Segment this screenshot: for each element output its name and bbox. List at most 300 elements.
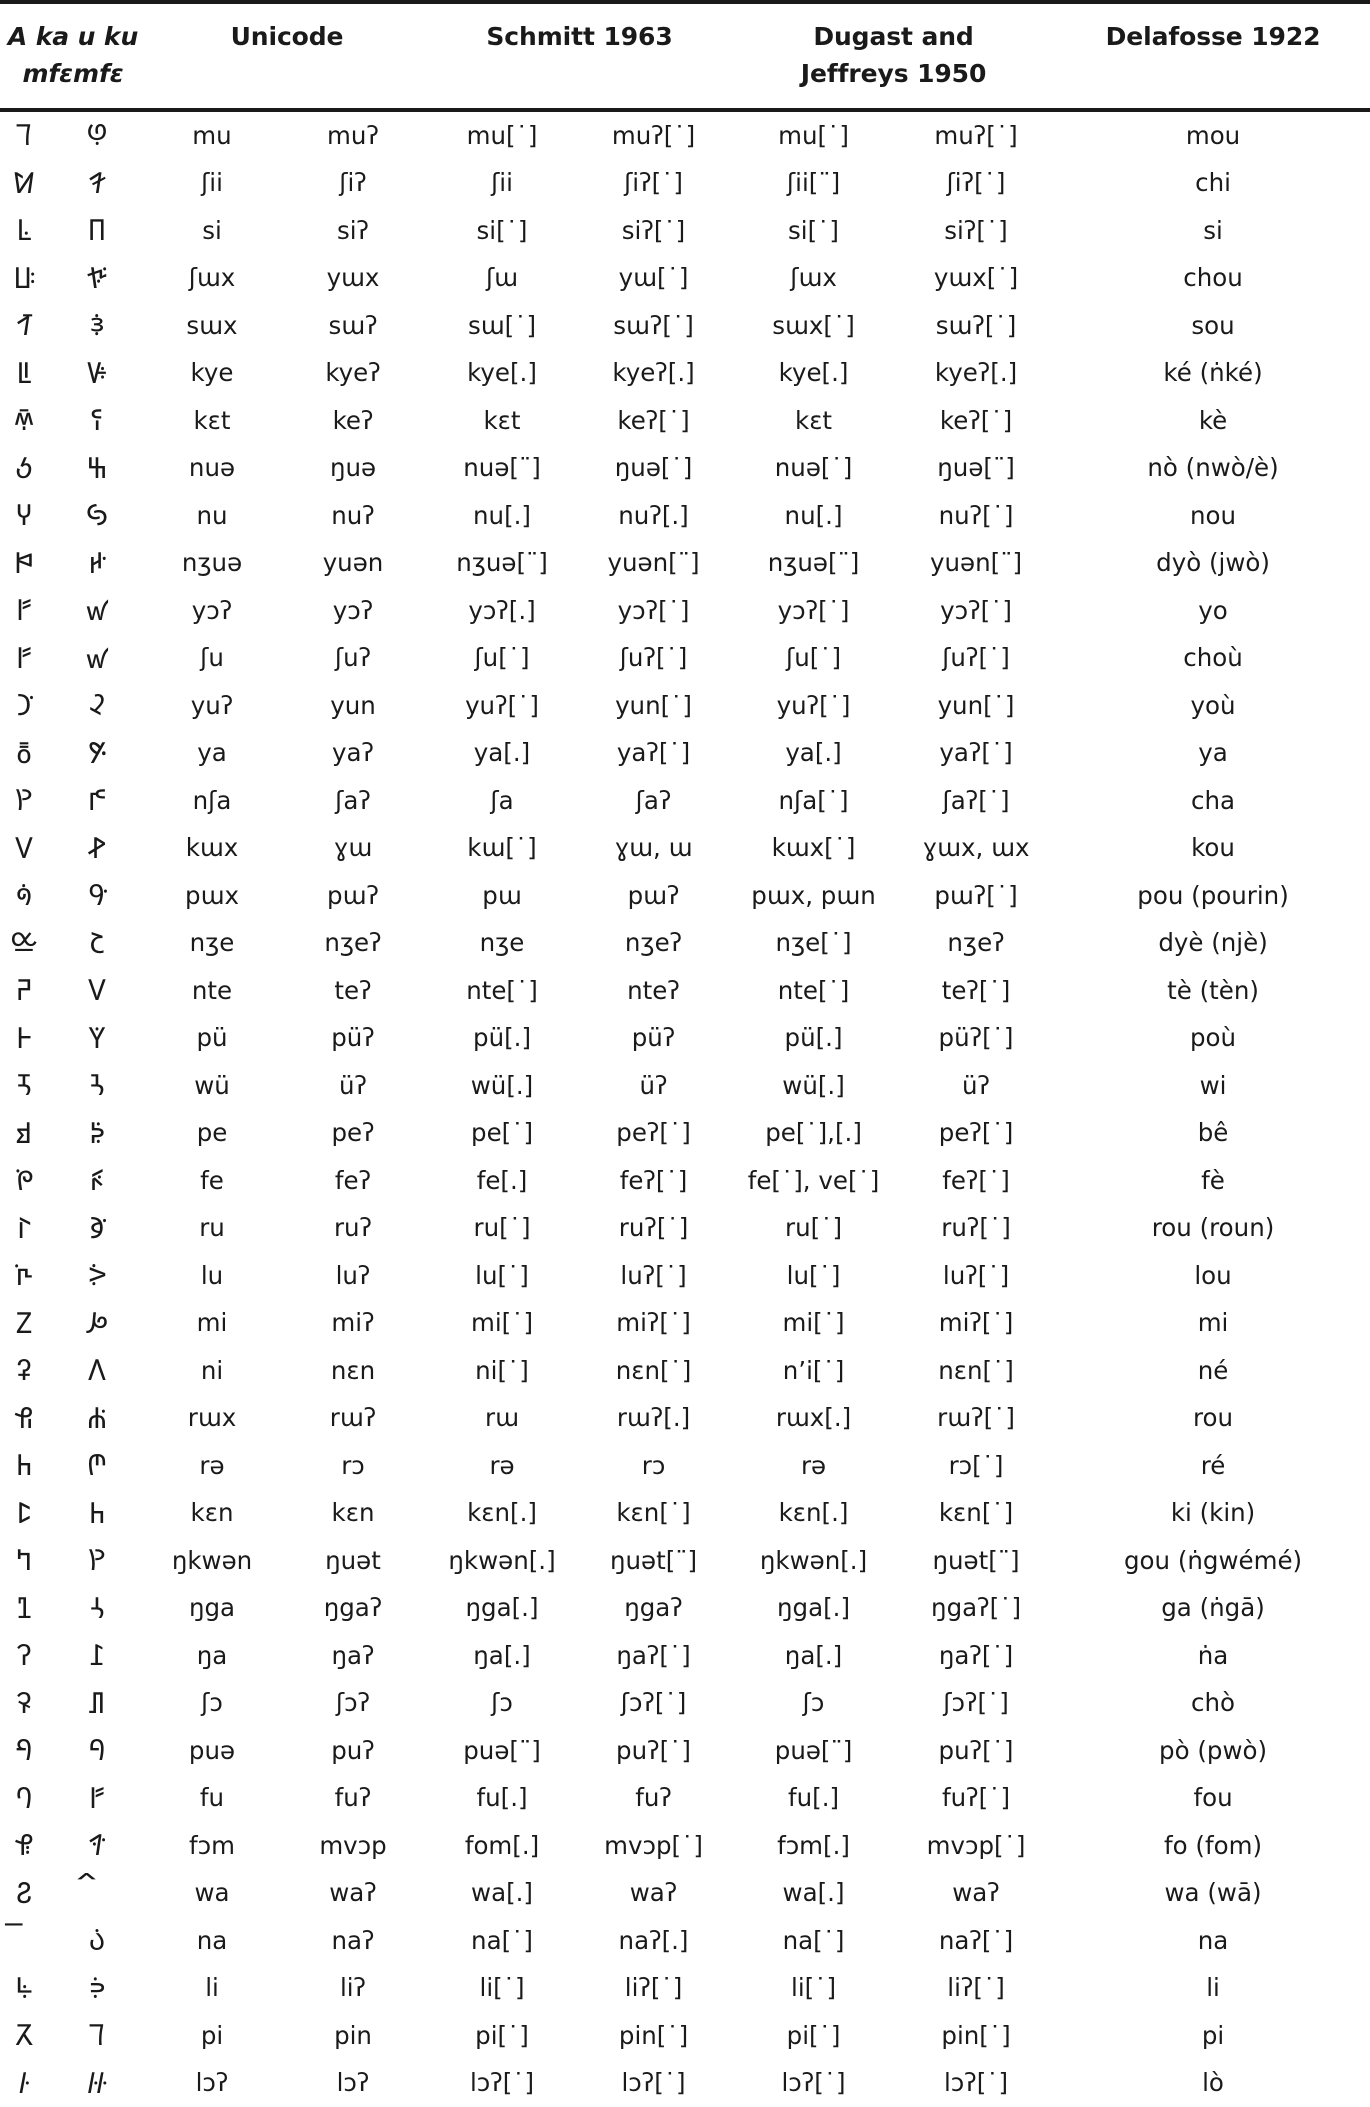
dugast-reading-2: ɣɯx, ɯx: [896, 825, 1056, 873]
schmitt-reading-2: puʔ[˙]: [576, 1727, 731, 1775]
dugast-reading-1: mi[˙]: [731, 1300, 896, 1348]
table-row: [0, 445, 1370, 493]
unicode-reading-2: naʔ: [278, 1917, 428, 1965]
schmitt-reading-1: rə: [428, 1442, 576, 1490]
dugast-reading-2: ŋgaʔ[˙]: [896, 1585, 1056, 1633]
unicode-reading-1: ŋkwən: [146, 1537, 278, 1585]
table-row: [0, 1395, 1370, 1443]
dugast-reading-1: ru[˙]: [731, 1205, 896, 1253]
dugast-reading-1: pe[˙],[.]: [731, 1110, 896, 1158]
table-row: [0, 1632, 1370, 1680]
unicode-reading-2: püʔ: [278, 1015, 428, 1063]
unicode-reading-2: miʔ: [278, 1300, 428, 1348]
bamum-glyph-plain: ꚢ: [0, 730, 48, 778]
dugast-reading-1: lɔʔ[˙]: [731, 2060, 896, 2107]
table-row: [0, 1252, 1370, 1300]
dugast-reading-2: ŋuət[¨]: [896, 1537, 1056, 1585]
delafosse-reading: li: [1056, 1965, 1370, 2013]
schmitt-reading-1: puə[¨]: [428, 1727, 576, 1775]
bamum-glyph-circumflex: ꛃ: [48, 635, 146, 683]
akauku-line2: mfɛmfɛ: [2, 55, 144, 92]
schmitt-reading-1: nuə[¨]: [428, 445, 576, 493]
dugast-reading-1: nʃa[˙]: [731, 777, 896, 825]
dugast-reading-2: naʔ[˙]: [896, 1917, 1056, 1965]
dugast-reading-1: fɔm[.]: [731, 1822, 896, 1870]
schmitt-reading-2: luʔ[˙]: [576, 1252, 731, 1300]
delafosse-reading: ré: [1056, 1442, 1370, 1490]
dugast-reading-1: pü[.]: [731, 1015, 896, 1063]
bamum-glyph-plain: ꛦ: [0, 1062, 48, 1110]
unicode-reading-1: ni: [146, 1347, 278, 1395]
schmitt-reading-1: li[˙]: [428, 1965, 576, 2013]
bamum-glyph-plain: ꛨ: [0, 1585, 48, 1633]
unicode-reading-2: nuʔ: [278, 492, 428, 540]
dugast-reading-2: yɯx[˙]: [896, 255, 1056, 303]
dugast-reading-2: yaʔ[˙]: [896, 730, 1056, 778]
table-row: [0, 302, 1370, 350]
dugast-reading-1: kɛn[.]: [731, 1490, 896, 1538]
unicode-reading-2: waʔ: [278, 1870, 428, 1918]
table-row: [0, 397, 1370, 445]
unicode-reading-1: yɔʔ: [146, 587, 278, 635]
delafosse-reading: ṅa: [1056, 1632, 1370, 1680]
bamum-glyph-circumflex: ꚾ: [48, 445, 146, 493]
bamum-glyph-circumflex: ꛲: [48, 1917, 146, 1965]
unicode-reading-2: lɔʔ: [278, 2060, 428, 2107]
unicode-reading-1: na: [146, 1917, 278, 1965]
dugast-reading-2: üʔ: [896, 1062, 1056, 1110]
dugast-reading-1: yɔʔ[˙]: [731, 587, 896, 635]
schmitt-reading-1: fom[.]: [428, 1822, 576, 1870]
bamum-glyph-plain: ꚪ: [0, 1822, 48, 1870]
schmitt-reading-1: kɛn[.]: [428, 1490, 576, 1538]
schmitt-reading-1: pi[˙]: [428, 2012, 576, 2060]
table-row: [0, 1680, 1370, 1728]
bamum-glyph-plain: ꚶ: [0, 255, 48, 303]
dugast-reading-1: pɯx, pɯn: [731, 872, 896, 920]
bamum-glyph-circumflex: ꛩ: [48, 1585, 146, 1633]
dugast-reading-1: ŋga[.]: [731, 1585, 896, 1633]
dugast-reading-2: luʔ[˙]: [896, 1252, 1056, 1300]
schmitt-reading-1: fu[.]: [428, 1775, 576, 1823]
unicode-reading-1: kɯx: [146, 825, 278, 873]
bamum-glyph-plain: ꛄ: [0, 540, 48, 588]
dugast-reading-1: lu[˙]: [731, 1252, 896, 1300]
column-header-unicode: Unicode: [146, 2, 428, 110]
dugast-reading-1: n’i[˙]: [731, 1347, 896, 1395]
delafosse-reading: bê: [1056, 1110, 1370, 1158]
unicode-reading-2: yuən: [278, 540, 428, 588]
dugast-reading-1: ʃii[¨]: [731, 160, 896, 208]
unicode-reading-2: ŋaʔ: [278, 1632, 428, 1680]
bamum-glyph-plain: ꛡ: [0, 920, 48, 968]
unicode-reading-2: yaʔ: [278, 730, 428, 778]
dugast-reading-1: mu[˙]: [731, 110, 896, 160]
bamum-glyph-plain: ꛂ: [0, 587, 48, 635]
dugast-reading-1: nuə[˙]: [731, 445, 896, 493]
schmitt-reading-2: peʔ[˙]: [576, 1110, 731, 1158]
dugast-reading-1: wü[.]: [731, 1062, 896, 1110]
schmitt-reading-2: rɯʔ[.]: [576, 1395, 731, 1443]
bamum-glyph-plain: ꛕ: [0, 1490, 48, 1538]
bamum-glyph-plain: ꛳: [0, 2060, 48, 2107]
bamum-glyph-circumflex: ꛧ: [48, 1062, 146, 1110]
schmitt-reading-2: nʒeʔ: [576, 920, 731, 968]
bamum-glyph-circumflex: ꛤ: [48, 1537, 146, 1585]
unicode-reading-2: üʔ: [278, 1062, 428, 1110]
unicode-reading-2: fuʔ: [278, 1775, 428, 1823]
schmitt-reading-2: yɔʔ[˙]: [576, 587, 731, 635]
dugast-reading-2: fuʔ[˙]: [896, 1775, 1056, 1823]
dugast-reading-2: lɔʔ[˙]: [896, 2060, 1056, 2107]
schmitt-reading-1: pɯ: [428, 872, 576, 920]
schmitt-reading-2: liʔ[˙]: [576, 1965, 731, 2013]
table-row: [0, 492, 1370, 540]
dugast-reading-2: peʔ[˙]: [896, 1110, 1056, 1158]
delafosse-reading: nou: [1056, 492, 1370, 540]
table-row: [0, 872, 1370, 920]
unicode-reading-1: si: [146, 207, 278, 255]
schmitt-reading-1: na[˙]: [428, 1917, 576, 1965]
schmitt-reading-2: fuʔ: [576, 1775, 731, 1823]
dugast-reading-1: kɯx[˙]: [731, 825, 896, 873]
schmitt-reading-2: nɛn[˙]: [576, 1347, 731, 1395]
table-row: [0, 1300, 1370, 1348]
unicode-reading-2: ruʔ: [278, 1205, 428, 1253]
bamum-glyph-circumflex: ꛊ: [48, 1300, 146, 1348]
bamum-glyph-circumflex: ꚲ: [48, 1015, 146, 1063]
unicode-reading-1: mu: [146, 110, 278, 160]
unicode-reading-1: wü: [146, 1062, 278, 1110]
unicode-reading-1: wa: [146, 1870, 278, 1918]
dugast-reading-2: pin[˙]: [896, 2012, 1056, 2060]
unicode-reading-1: li: [146, 1965, 278, 2013]
table-row: [0, 1110, 1370, 1158]
schmitt-reading-1: ʃɔ: [428, 1680, 576, 1728]
unicode-reading-1: ʃii: [146, 160, 278, 208]
bamum-glyph-plain: ꛭ: [0, 1680, 48, 1728]
dugast-reading-2: kyeʔ[.]: [896, 350, 1056, 398]
bamum-glyph-plain: ꛋ: [0, 302, 48, 350]
unicode-reading-2: teʔ: [278, 967, 428, 1015]
bamum-glyph-circumflex: ꛅ: [48, 540, 146, 588]
bamum-glyph-plain: ꛯ: [0, 1870, 48, 1918]
schmitt-reading-1: ŋa[.]: [428, 1632, 576, 1680]
delafosse-reading: ya: [1056, 730, 1370, 778]
schmitt-reading-2: ŋgaʔ: [576, 1585, 731, 1633]
schmitt-reading-2: keʔ[˙]: [576, 397, 731, 445]
dugast-reading-2: nʒeʔ: [896, 920, 1056, 968]
bamum-glyph-circumflex: ꛂ: [48, 1775, 146, 1823]
bamum-glyph-circumflex: ꛠ: [48, 825, 146, 873]
unicode-reading-1: fu: [146, 1775, 278, 1823]
schmitt-reading-2: yuən[¨]: [576, 540, 731, 588]
dugast-reading-1: ŋa[.]: [731, 1632, 896, 1680]
bamum-glyph-plain: ꚿ: [0, 1727, 48, 1775]
bamum-glyph-plain: [0, 1917, 48, 1965]
bamum-glyph-circumflex: ꛀ: [48, 1727, 146, 1775]
dugast-reading-2: ruʔ[˙]: [896, 1205, 1056, 1253]
table-row: [0, 730, 1370, 778]
unicode-reading-2: yɯx: [278, 255, 428, 303]
dugast-reading-2: ʃɔʔ[˙]: [896, 1680, 1056, 1728]
schmitt-reading-1: lɔʔ[˙]: [428, 2060, 576, 2107]
dugast-reading-1: ya[.]: [731, 730, 896, 778]
schmitt-reading-1: ya[.]: [428, 730, 576, 778]
bamum-glyph-plain: ꚱ: [0, 1015, 48, 1063]
bamum-glyph-plain: ꛁ: [0, 1775, 48, 1823]
unicode-reading-1: mi: [146, 1300, 278, 1348]
schmitt-reading-2: siʔ[˙]: [576, 207, 731, 255]
unicode-reading-1: ŋa: [146, 1632, 278, 1680]
table-row: [0, 1490, 1370, 1538]
schmitt-reading-1: ʃu[˙]: [428, 635, 576, 683]
table-row: [0, 1442, 1370, 1490]
delafosse-reading: si: [1056, 207, 1370, 255]
schmitt-reading-2: yun[˙]: [576, 682, 731, 730]
unicode-reading-2: kɛn: [278, 1490, 428, 1538]
bamum-glyph-plain: ꛍ: [0, 1347, 48, 1395]
table-row: [0, 1727, 1370, 1775]
bamum-glyph-circumflex: ꛒ: [48, 682, 146, 730]
schmitt-reading-2: waʔ: [576, 1870, 731, 1918]
dugast-line2: Jeffreys 1950: [733, 55, 1054, 92]
schmitt-reading-1: si[˙]: [428, 207, 576, 255]
delafosse-reading: mi: [1056, 1300, 1370, 1348]
schmitt-reading-1: ʃa: [428, 777, 576, 825]
table-row: [0, 1870, 1370, 1918]
schmitt-reading-1: nʒe: [428, 920, 576, 968]
table-row: [0, 1205, 1370, 1253]
header-row: [0, 2, 1370, 110]
table-row: [0, 777, 1370, 825]
bamum-glyph-circumflex: ꛎ: [48, 1347, 146, 1395]
dugast-reading-1: si[˙]: [731, 207, 896, 255]
schmitt-reading-1: kɯ[˙]: [428, 825, 576, 873]
unicode-reading-1: pe: [146, 1110, 278, 1158]
schmitt-reading-1: ru[˙]: [428, 1205, 576, 1253]
schmitt-reading-2: nteʔ: [576, 967, 731, 1015]
delafosse-reading: wa (wā): [1056, 1870, 1370, 1918]
bamum-glyph-circumflex: ꛥ: [48, 777, 146, 825]
dugast-reading-2: miʔ[˙]: [896, 1300, 1056, 1348]
unicode-reading-2: ŋgaʔ: [278, 1585, 428, 1633]
bamum-glyph-circumflex: ꚷ: [48, 255, 146, 303]
unicode-reading-2: ʃiʔ: [278, 160, 428, 208]
dugast-reading-1: li[˙]: [731, 1965, 896, 2013]
unicode-reading-2: sɯʔ: [278, 302, 428, 350]
dugast-reading-1: rɯx[.]: [731, 1395, 896, 1443]
bamum-glyph-plain: ꚨ: [0, 110, 48, 160]
schmitt-reading-1: nʒuə[¨]: [428, 540, 576, 588]
schmitt-reading-2: sɯʔ[˙]: [576, 302, 731, 350]
table-row: [0, 1015, 1370, 1063]
bamum-glyph-plain: ꛖ: [0, 1442, 48, 1490]
bamum-glyph-plain: ꚽ: [0, 445, 48, 493]
bamum-glyph-plain: ꛂ: [0, 635, 48, 683]
delafosse-reading: dyò (jwò): [1056, 540, 1370, 588]
bamum-glyph-circumflex: ꛐ: [48, 397, 146, 445]
schmitt-reading-2: ŋuət[¨]: [576, 1537, 731, 1585]
dugast-reading-2: siʔ[˙]: [896, 207, 1056, 255]
schmitt-reading-2: muʔ[˙]: [576, 110, 731, 160]
delafosse-reading: chi: [1056, 160, 1370, 208]
unicode-reading-1: nʃa: [146, 777, 278, 825]
bamum-glyph-circumflex: ꚫ: [48, 1822, 146, 1870]
unicode-reading-2: puʔ: [278, 1727, 428, 1775]
bamum-glyph-circumflex: ꛙ: [48, 160, 146, 208]
bamum-glyph-circumflex: ꛃ: [48, 587, 146, 635]
unicode-reading-1: kye: [146, 350, 278, 398]
unicode-reading-1: ʃɔ: [146, 1680, 278, 1728]
table-row: [0, 350, 1370, 398]
schmitt-reading-2: feʔ[˙]: [576, 1157, 731, 1205]
dugast-reading-1: rə: [731, 1442, 896, 1490]
schmitt-reading-1: wü[.]: [428, 1062, 576, 1110]
unicode-reading-2: siʔ: [278, 207, 428, 255]
dugast-reading-1: fu[.]: [731, 1775, 896, 1823]
dugast-reading-2: nɛn[˙]: [896, 1347, 1056, 1395]
column-header-schmitt-1963: Schmitt 1963: [428, 2, 731, 110]
schmitt-reading-1: ʃii: [428, 160, 576, 208]
table-row: [0, 967, 1370, 1015]
unicode-reading-1: ya: [146, 730, 278, 778]
bamum-glyph-plain: ꛏ: [0, 397, 48, 445]
unicode-reading-2: ŋuət: [278, 1537, 428, 1585]
unicode-reading-2: nɛn: [278, 1347, 428, 1395]
schmitt-reading-2: kɛn[˙]: [576, 1490, 731, 1538]
table-row: [0, 110, 1370, 160]
bamum-glyph-circumflex: ꚴ: [48, 350, 146, 398]
bamum-glyph-circumflex: ꛗ: [48, 1442, 146, 1490]
bamum-glyph-circumflex: ꚸ: [48, 492, 146, 540]
table-row: [0, 207, 1370, 255]
delafosse-reading: ki (kin): [1056, 1490, 1370, 1538]
delafosse-reading: fou: [1056, 1775, 1370, 1823]
bamum-glyph-circumflex: ꚼ: [48, 1252, 146, 1300]
unicode-reading-2: nʒeʔ: [278, 920, 428, 968]
schmitt-reading-1: yuʔ[˙]: [428, 682, 576, 730]
bamum-glyph-plain: ꚬ: [0, 1157, 48, 1205]
table-row: [0, 1062, 1370, 1110]
unicode-reading-2: yɔʔ: [278, 587, 428, 635]
bamum-glyph-circumflex: [48, 1870, 146, 1918]
table-row: [0, 255, 1370, 303]
unicode-reading-2: pɯʔ: [278, 872, 428, 920]
dugast-reading-1: ʃɔ: [731, 1680, 896, 1728]
delafosse-reading: lò: [1056, 2060, 1370, 2107]
schmitt-reading-2: lɔʔ[˙]: [576, 2060, 731, 2107]
schmitt-reading-1: sɯ[˙]: [428, 302, 576, 350]
dugast-reading-1: ʃɯx: [731, 255, 896, 303]
unicode-reading-1: pɯx: [146, 872, 278, 920]
schmitt-reading-2: ŋaʔ[˙]: [576, 1632, 731, 1680]
dugast-reading-1: nʒuə[¨]: [731, 540, 896, 588]
table-row: [0, 825, 1370, 873]
schmitt-reading-2: yaʔ[˙]: [576, 730, 731, 778]
table-row: [0, 540, 1370, 588]
table-row: [0, 1775, 1370, 1823]
table-row: [0, 1822, 1370, 1870]
unicode-reading-2: ʃuʔ: [278, 635, 428, 683]
dugast-line1: Dugast and: [813, 22, 973, 51]
delafosse-reading: pò (pwò): [1056, 1727, 1370, 1775]
bamum-glyph-plain: ꚻ: [0, 1252, 48, 1300]
bamum-glyph-plain: ꛓ: [0, 1395, 48, 1443]
bamum-glyph-circumflex: ꛛ: [48, 207, 146, 255]
bamum-glyph-circumflex: ꛖ: [48, 1490, 146, 1538]
schmitt-reading-1: ŋkwən[.]: [428, 1537, 576, 1585]
schmitt-reading-1: fe[.]: [428, 1157, 576, 1205]
unicode-reading-1: nʒe: [146, 920, 278, 968]
bamum-glyph-plain: ꚭ: [0, 1110, 48, 1158]
dugast-reading-2: kɛn[˙]: [896, 1490, 1056, 1538]
dugast-reading-1: kɛt: [731, 397, 896, 445]
schmitt-reading-2: püʔ: [576, 1015, 731, 1063]
unicode-reading-1: ʃɯx: [146, 255, 278, 303]
delafosse-reading: chò: [1056, 1680, 1370, 1728]
delafosse-reading: lou: [1056, 1252, 1370, 1300]
akauku-line1: A ka u ku: [8, 22, 138, 51]
bamum-glyph-circumflex: ꛴: [48, 2060, 146, 2107]
delafosse-reading: pou (pourin): [1056, 872, 1370, 920]
dugast-reading-1: ŋkwən[.]: [731, 1537, 896, 1585]
unicode-reading-2: ʃɔʔ: [278, 1680, 428, 1728]
bamum-glyph-circumflex: ꛟ: [48, 967, 146, 1015]
delafosse-reading: sou: [1056, 302, 1370, 350]
unicode-reading-1: fɔm: [146, 1822, 278, 1870]
delafosse-reading: rou (roun): [1056, 1205, 1370, 1253]
schmitt-reading-2: naʔ[.]: [576, 1917, 731, 1965]
unicode-reading-2: muʔ: [278, 110, 428, 160]
unicode-reading-1: lɔʔ: [146, 2060, 278, 2107]
bamum-glyph-plain: ꛟ: [0, 825, 48, 873]
dugast-reading-1: sɯx[˙]: [731, 302, 896, 350]
delafosse-reading: ké (ṅké): [1056, 350, 1370, 398]
unicode-reading-2: keʔ: [278, 397, 428, 445]
unicode-reading-2: feʔ: [278, 1157, 428, 1205]
bamum-glyph-circumflex: ꚯ: [48, 1157, 146, 1205]
dugast-reading-2: ʃuʔ[˙]: [896, 635, 1056, 683]
table-row: [0, 1347, 1370, 1395]
unicode-reading-1: ru: [146, 1205, 278, 1253]
bamum-glyph-plain: ꛣ: [0, 1537, 48, 1585]
bamum-glyph-plain: ꛜ: [0, 872, 48, 920]
table-header: [0, 2, 1370, 110]
bamum-glyph-circumflex: ꛌ: [48, 302, 146, 350]
unicode-reading-2: liʔ: [278, 1965, 428, 2013]
bamum-glyph-plain: ꚧ: [0, 2012, 48, 2060]
delafosse-reading: chou: [1056, 255, 1370, 303]
schmitt-reading-1: ʃɯ: [428, 255, 576, 303]
schmitt-reading-2: ʃuʔ[˙]: [576, 635, 731, 683]
table-row: [0, 2060, 1370, 2107]
dugast-reading-2: yun[˙]: [896, 682, 1056, 730]
dugast-reading-2: muʔ[˙]: [896, 110, 1056, 160]
bamum-glyph-plain: ꛤ: [0, 777, 48, 825]
delafosse-reading: fè: [1056, 1157, 1370, 1205]
unicode-reading-1: yuʔ: [146, 682, 278, 730]
unicode-reading-2: ɣɯ: [278, 825, 428, 873]
bamum-glyph-plain: ꛫ: [0, 1632, 48, 1680]
unicode-reading-1: pü: [146, 1015, 278, 1063]
unicode-reading-1: pi: [146, 2012, 278, 2060]
dugast-reading-2: sɯʔ[˙]: [896, 302, 1056, 350]
delafosse-reading: tè (tèn): [1056, 967, 1370, 1015]
dugast-reading-1: kye[.]: [731, 350, 896, 398]
schmitt-reading-2: üʔ: [576, 1062, 731, 1110]
unicode-reading-1: nte: [146, 967, 278, 1015]
